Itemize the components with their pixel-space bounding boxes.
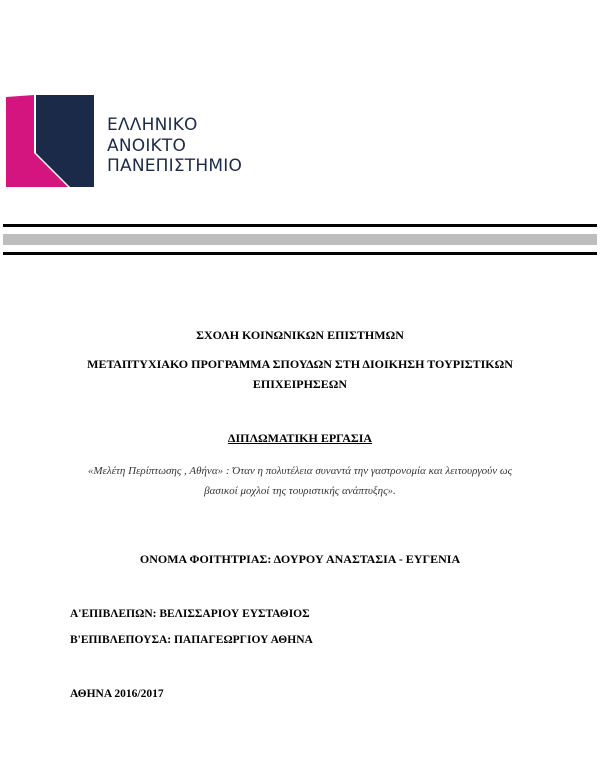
place-and-year: ΑΘΗΝΑ 2016/2017 [70, 688, 164, 700]
second-supervisor: Β'ΕΠΙΒΛΕΠΟΥΣΑ: ΠΑΠΑΓΕΩΡΓΙΟΥ ΑΘΗΝΑ [70, 634, 313, 646]
university-logo [6, 95, 246, 190]
thesis-subject-line-1: «Μελέτη Περίπτωσης , Αθήνα» : Όταν η πολυτέλεια συναντά την γαστρονομία και λειτουργούν ως [87, 465, 513, 477]
thesis-label: ΔΙΠΛΩΜΑΤΙΚΗ ΕΡΓΑΣΙΑ [227, 431, 373, 445]
program-title-line-2: ΕΠΙΧΕΙΡΗΣΕΩΝ [252, 377, 348, 391]
school-name: ΣΧΟΛΗ ΚΟΙΝΩΝΙΚΩΝ ΕΠΙΣΤΗΜΩΝ [196, 328, 404, 342]
divider-top [3, 224, 597, 227]
logo-line-3: ΠΑΝΕΠΙΣΤΗΜΙΟ [107, 156, 243, 176]
divider-bottom [3, 252, 597, 255]
program-title [0, 354, 600, 394]
student-name: ΟΝΟΜΑ ΦΟΙΤΗΤΡΙΑΣ: ΔΟΥΡΟΥ ΑΝΑΣΤΑΣΙΑ - ΕΥΓΕΝΙΑ [139, 552, 461, 566]
logo-wordmark [107, 115, 242, 177]
divider-gray-band [3, 234, 597, 245]
program-title-line-1: ΜΕΤΑΠΤΥΧΙΑΚΟ ΠΡΟΓΡΑΜΜΑ ΣΠΟΥΔΩΝ ΣΤΗ ΔΙΟΙΚΗΣΗ ΤΟΥΡΙΣΤΙΚΩΝ [87, 357, 513, 371]
logo-line-2: ΑΝΟΙΚΤΟ [107, 135, 187, 156]
university-logo-mark-icon [6, 95, 101, 190]
thesis-subject-line-2: βασικοί μοχλοί της τουριστικής ανάπτυξης». [204, 485, 396, 497]
logo-line-1: ΕΛΛΗΝΙΚΟ [107, 115, 198, 135]
first-supervisor: Α'ΕΠΙΒΛΕΠΩΝ: ΒΕΛΙΣΣΑΡΙΟΥ ΕΥΣΤΑΘΙΟΣ [70, 608, 310, 620]
thesis-subject [70, 461, 530, 501]
